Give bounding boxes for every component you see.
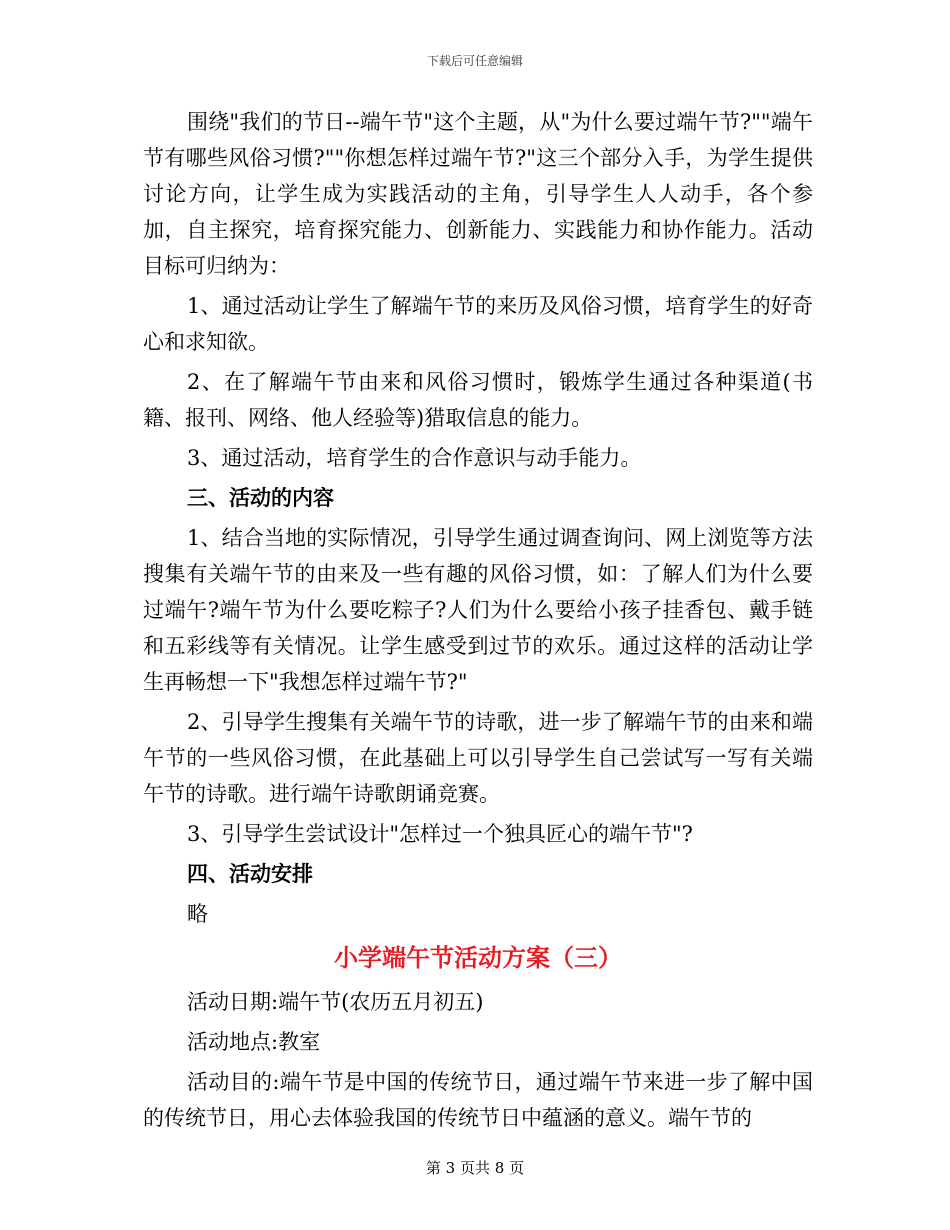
paragraph-arrangement: 略	[187, 902, 208, 926]
page-header: 下载后可任意编辑	[426, 54, 523, 68]
page-footer: 第 3 页共 8 页	[425, 1159, 525, 1177]
document-body	[143, 104, 813, 1140]
paragraph-content-3: 3、引导学生尝试设计"怎样过一个独具匠心的端午节"?	[187, 822, 693, 846]
section-heading-content: 三、活动的内容	[187, 485, 334, 510]
paragraph-goal-1: 1、通过活动让学生了解端午节的来历及风俗习惯，培育学生的好奇心和求知欲。	[143, 294, 813, 354]
paragraph-content-1: 1、结合当地的实际情况，引导学生通过调查询问、网上浏览等方法搜集有关端午节的由来及一些有趣的风俗习惯，如：了解人们为什么要过端午?端午节为什么要吃粽子?人们为什么要给小孩子挂香包、戴手链和五彩线等有关情况。让学生感受到过节的欢乐。通过这样的活动让学生再畅想一下"我想怎样过端午节?"	[143, 526, 813, 694]
paragraph-purpose: 活动目的:端午节是中国的传统节日，通过端午节来进一步了解中国的传统节日，用心去体验我国的传统节日中蕴涵的意义。端午节的	[143, 1070, 813, 1130]
section-heading-arrangement: 四、活动安排	[187, 861, 313, 886]
paragraph-goal-2: 2、在了解端午节由来和风俗习惯时，锻炼学生通过各种渠道(书籍、报刊、网络、他人经验等)猎取信息的能力。	[143, 370, 813, 430]
paragraph-date: 活动日期:端午节(农历五月初五)	[187, 990, 484, 1014]
paragraph-location: 活动地点:教室	[187, 1030, 321, 1054]
paragraph-content-2: 2、引导学生搜集有关端午节的诗歌，进一步了解端午节的由来和端午节的一些风俗习惯，在此基础上可以引导学生自己尝试写一写有关端午节的诗歌。进行端午诗歌朗诵竞赛。	[143, 710, 813, 806]
paragraph-goal-3: 3、通过活动，培育学生的合作意识与动手能力。	[187, 446, 642, 470]
paragraph-intro: 围绕"我们的节日--端午节"这个主题，从"为什么要过端午节?""端午节有哪些风俗习惯?""你想怎样过端午节?"这三个部分入手，为学生提供讨论方向，让学生成为实践活动的主角，引导学生人人动手，各个参加，自主探究，培育探究能力、创新能力、实践能力和协作能力。活动目标可归纳为：	[143, 110, 813, 278]
document-title: 小学端午节活动方案（三）	[334, 943, 622, 972]
